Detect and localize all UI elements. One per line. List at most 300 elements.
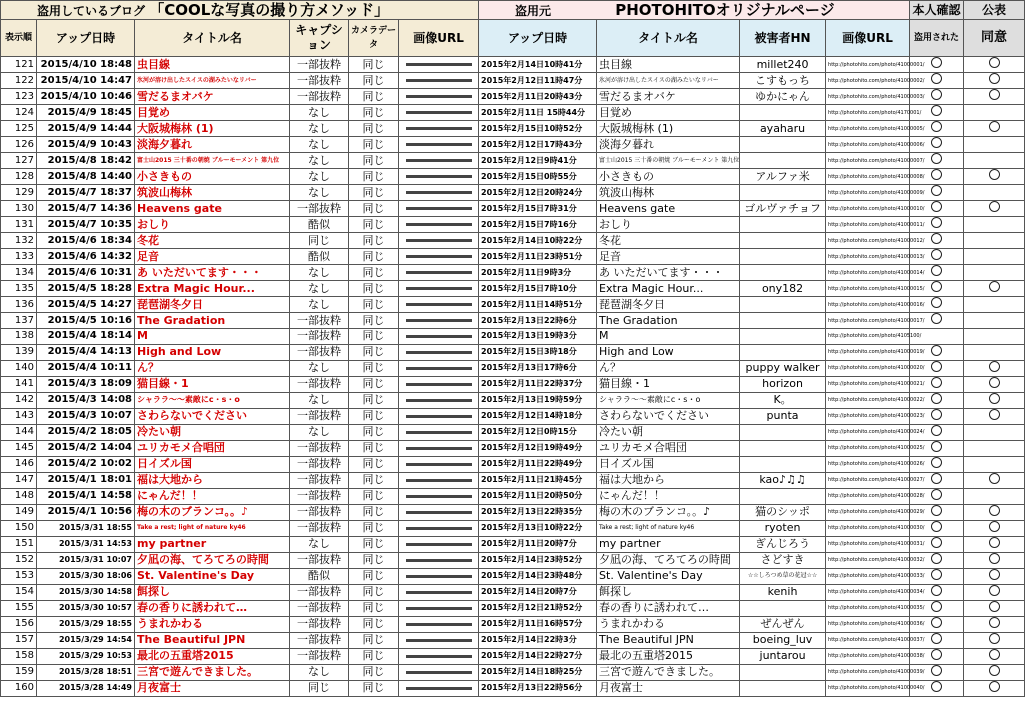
circle-mark-icon bbox=[989, 585, 1000, 596]
row-camera: 同じ bbox=[349, 680, 399, 696]
row-camera: 同じ bbox=[349, 313, 399, 329]
row-src-image-url[interactable]: http://photohito.com/photo/41000014/ bbox=[826, 265, 910, 281]
row-src-image-url[interactable]: http://photohito.com/photo/41000006/ bbox=[826, 137, 910, 153]
row-agree bbox=[964, 424, 1025, 440]
circle-mark-icon bbox=[931, 521, 942, 532]
row-agree bbox=[964, 520, 1025, 536]
row-camera: 同じ bbox=[349, 408, 399, 424]
row-caption: 一部抜粋 bbox=[290, 504, 349, 520]
row-src-title: High and Low bbox=[597, 344, 740, 360]
row-victim bbox=[740, 297, 826, 313]
row-agree bbox=[964, 488, 1025, 504]
row-src-image-url[interactable]: http://photohito.com/photo/41000015/ bbox=[826, 281, 910, 297]
row-camera: 同じ bbox=[349, 57, 399, 73]
row-image-url-redacted bbox=[399, 680, 479, 696]
row-caption: なし bbox=[290, 536, 349, 552]
row-caption: 一部抜粋 bbox=[290, 552, 349, 568]
row-image-url-redacted bbox=[399, 664, 479, 680]
row-src-up-date: 2015年2月13日10時22分 bbox=[479, 520, 597, 536]
row-victim bbox=[740, 600, 826, 616]
row-src-title: 富士山2015 三十番の朝焼 ブルーモーメント 第九位 bbox=[597, 153, 740, 169]
row-src-image-url[interactable]: http://photohito.com/photo/41000030/ bbox=[826, 520, 910, 536]
row-agree bbox=[964, 201, 1025, 217]
row-up-date: 2015/4/10 14:47 bbox=[37, 73, 135, 89]
row-index: 147 bbox=[1, 472, 37, 488]
row-image-url-redacted bbox=[399, 376, 479, 392]
col-up-date: アップ日時 bbox=[37, 20, 135, 57]
row-caption: 一部抜粋 bbox=[290, 73, 349, 89]
row-caption: 一部抜粋 bbox=[290, 201, 349, 217]
redaction-bar bbox=[406, 191, 472, 194]
circle-mark-icon bbox=[931, 249, 942, 260]
redaction-bar bbox=[406, 175, 472, 178]
row-src-image-url[interactable]: http://photohito.com/photo/41000023/ bbox=[826, 408, 910, 424]
row-src-up-date: 2015年2月14日23時52分 bbox=[479, 552, 597, 568]
row-src-image-url[interactable]: http://photohito.com/photo/41000034/ bbox=[826, 584, 910, 600]
redaction-bar bbox=[406, 223, 472, 226]
col-src-up-date: アップ日時 bbox=[479, 20, 597, 57]
row-victim: ryoten bbox=[740, 520, 826, 536]
row-image-url-redacted bbox=[399, 632, 479, 648]
row-image-url-redacted bbox=[399, 456, 479, 472]
row-image-url-redacted bbox=[399, 648, 479, 664]
row-src-up-date: 2015年2月14日18時25分 bbox=[479, 664, 597, 680]
row-image-url-redacted bbox=[399, 568, 479, 584]
redaction-bar bbox=[406, 431, 472, 434]
row-src-title: うまれかわる bbox=[597, 616, 740, 632]
circle-mark-icon bbox=[931, 89, 942, 100]
table-row bbox=[1, 281, 1025, 297]
row-src-up-date: 2015年2月11日22時37分 bbox=[479, 376, 597, 392]
circle-mark-icon bbox=[989, 121, 1000, 132]
row-src-title: 目覚め bbox=[597, 105, 740, 121]
row-image-url-redacted bbox=[399, 392, 479, 408]
row-victim: ony182 bbox=[740, 281, 826, 297]
row-agree bbox=[964, 600, 1025, 616]
row-src-image-url[interactable]: http://photohito.com/photo/41000036/ bbox=[826, 616, 910, 632]
row-image-url-redacted bbox=[399, 408, 479, 424]
row-src-title: 琵琶湖冬夕日 bbox=[597, 297, 740, 313]
row-title: Extra Magic Hour... bbox=[135, 281, 290, 297]
row-index: 141 bbox=[1, 376, 37, 392]
row-src-title: 春の香りに誘われて… bbox=[597, 600, 740, 616]
row-up-date: 2015/4/10 10:46 bbox=[37, 89, 135, 105]
row-agree bbox=[964, 169, 1025, 185]
row-camera: 同じ bbox=[349, 488, 399, 504]
redaction-bar bbox=[406, 207, 472, 210]
row-camera: 同じ bbox=[349, 504, 399, 520]
row-caption: 一部抜粋 bbox=[290, 456, 349, 472]
row-agree bbox=[964, 616, 1025, 632]
row-src-image-url[interactable]: http://photohito.com/photo/41000031/ bbox=[826, 536, 910, 552]
row-up-date: 2015/3/31 18:55 bbox=[37, 520, 135, 536]
circle-mark-icon bbox=[931, 57, 942, 68]
row-camera: 同じ bbox=[349, 440, 399, 456]
row-index: 123 bbox=[1, 89, 37, 105]
table-row bbox=[1, 217, 1025, 233]
row-src-image-url[interactable]: http://photohito.com/photo/41000025/ bbox=[826, 440, 910, 456]
row-src-title: Take a rest; light of nature ky46 bbox=[597, 520, 740, 536]
row-agree bbox=[964, 376, 1025, 392]
row-victim bbox=[740, 424, 826, 440]
row-src-image-url[interactable]: http://photohito.com/photo/41000020/ bbox=[826, 360, 910, 376]
source-label: 盗用元 bbox=[515, 3, 552, 18]
table-row bbox=[1, 600, 1025, 616]
table-row bbox=[1, 265, 1025, 281]
row-title: 足音 bbox=[135, 249, 290, 265]
row-caption: なし bbox=[290, 392, 349, 408]
row-victim bbox=[740, 456, 826, 472]
row-src-title: Extra Magic Hour... bbox=[597, 281, 740, 297]
row-src-title: 最北の五重塔2015 bbox=[597, 648, 740, 664]
row-agree bbox=[964, 584, 1025, 600]
circle-mark-icon bbox=[989, 393, 1000, 404]
table-row bbox=[1, 344, 1025, 360]
row-title: 三宮で遊んできました。 bbox=[135, 664, 290, 680]
row-title: 日イズル国 bbox=[135, 456, 290, 472]
row-agree bbox=[964, 360, 1025, 376]
row-index: 127 bbox=[1, 153, 37, 169]
row-caption: なし bbox=[290, 137, 349, 153]
blog-label: 盗用しているブログ bbox=[37, 3, 146, 18]
row-index: 152 bbox=[1, 552, 37, 568]
row-camera: 同じ bbox=[349, 664, 399, 680]
redaction-bar bbox=[406, 399, 472, 402]
row-src-title: ユリカモメ合唱団 bbox=[597, 440, 740, 456]
col-src-image-url: 画像URL bbox=[826, 20, 910, 57]
col-victim: 被害者HN bbox=[740, 20, 826, 57]
circle-mark-icon bbox=[931, 121, 942, 132]
row-victim: ぜんぜん bbox=[740, 616, 826, 632]
row-up-date: 2015/4/2 10:02 bbox=[37, 456, 135, 472]
row-up-date: 2015/3/29 14:54 bbox=[37, 632, 135, 648]
row-agree bbox=[964, 664, 1025, 680]
row-src-up-date: 2015年2月11日16時57分 bbox=[479, 616, 597, 632]
row-index: 131 bbox=[1, 217, 37, 233]
row-src-image-url[interactable]: http://photohito.com/photo/41000009/ bbox=[826, 185, 910, 201]
row-src-image-url[interactable]: http://photohito.com/photo/41000033/ bbox=[826, 568, 910, 584]
row-src-up-date: 2015年2月12日19時49分 bbox=[479, 440, 597, 456]
circle-mark-icon bbox=[989, 201, 1000, 212]
redaction-bar bbox=[406, 543, 472, 546]
circle-mark-icon bbox=[989, 665, 1000, 676]
row-caption: 一部抜粋 bbox=[290, 488, 349, 504]
circle-mark-icon bbox=[931, 313, 942, 324]
public-header: 公表 bbox=[964, 1, 1025, 20]
row-image-url-redacted bbox=[399, 488, 479, 504]
table-row bbox=[1, 57, 1025, 73]
row-up-date: 2015/4/1 10:56 bbox=[37, 504, 135, 520]
circle-mark-icon bbox=[931, 185, 942, 196]
row-src-title: 大阪城梅林 (1) bbox=[597, 121, 740, 137]
row-image-url-redacted bbox=[399, 233, 479, 249]
row-src-image-url[interactable]: http://photohito.com/photo/41000024/ bbox=[826, 424, 910, 440]
col-camera: カメラデータ bbox=[349, 20, 399, 57]
circle-mark-icon bbox=[931, 409, 942, 420]
circle-mark-icon bbox=[931, 649, 942, 660]
row-victim: ayaharu bbox=[740, 121, 826, 137]
row-agree bbox=[964, 504, 1025, 520]
row-src-image-url[interactable]: http://photohito.com/photo/41000013/ bbox=[826, 249, 910, 265]
row-src-image-url[interactable]: http://photohito.com/photo/41000011/ bbox=[826, 217, 910, 233]
row-camera: 同じ bbox=[349, 584, 399, 600]
redaction-bar bbox=[406, 271, 472, 274]
row-src-image-url[interactable]: http://photohito.com/photo/4170001/ bbox=[826, 105, 910, 121]
table-row bbox=[1, 664, 1025, 680]
row-title: 氷河が溶け出したスイスの湖みたいなリバー bbox=[135, 73, 290, 89]
row-up-date: 2015/4/2 14:04 bbox=[37, 440, 135, 456]
row-agree bbox=[964, 568, 1025, 584]
row-title: Heavens gate bbox=[135, 201, 290, 217]
row-image-url-redacted bbox=[399, 217, 479, 233]
table-row bbox=[1, 616, 1025, 632]
row-src-image-url[interactable]: http://photohito.com/photo/41000002/ bbox=[826, 73, 910, 89]
row-camera: 同じ bbox=[349, 297, 399, 313]
row-caption: 一部抜粋 bbox=[290, 89, 349, 105]
circle-mark-icon bbox=[931, 217, 942, 228]
row-src-image-url[interactable]: http://photohito.com/photo/41000010/ bbox=[826, 201, 910, 217]
row-index: 155 bbox=[1, 600, 37, 616]
row-src-image-url[interactable]: http://photohito.com/photo/41000027/ bbox=[826, 472, 910, 488]
row-src-title: 小さきもの bbox=[597, 169, 740, 185]
row-victim: kenih bbox=[740, 584, 826, 600]
row-title: The Gradation bbox=[135, 313, 290, 329]
row-up-date: 2015/4/7 10:35 bbox=[37, 217, 135, 233]
row-camera: 同じ bbox=[349, 89, 399, 105]
row-up-date: 2015/4/1 14:58 bbox=[37, 488, 135, 504]
col-agree: 同意 bbox=[964, 20, 1025, 57]
row-src-image-url[interactable]: http://photohito.com/photo/41000037/ bbox=[826, 632, 910, 648]
row-camera: 同じ bbox=[349, 121, 399, 137]
row-agree bbox=[964, 265, 1025, 281]
circle-mark-icon bbox=[931, 601, 942, 612]
circle-mark-icon bbox=[931, 617, 942, 628]
row-src-up-date: 2015年2月11日20時50分 bbox=[479, 488, 597, 504]
row-src-image-url[interactable]: http://photohito.com/photo/41000001/ bbox=[826, 57, 910, 73]
row-up-date: 2015/4/6 18:34 bbox=[37, 233, 135, 249]
row-agree bbox=[964, 552, 1025, 568]
row-camera: 同じ bbox=[349, 632, 399, 648]
row-up-date: 2015/4/5 14:27 bbox=[37, 297, 135, 313]
circle-mark-icon bbox=[931, 105, 942, 116]
row-camera: 同じ bbox=[349, 137, 399, 153]
row-caption: 一部抜粋 bbox=[290, 600, 349, 616]
redaction-bar bbox=[406, 559, 472, 562]
row-caption: 一部抜粋 bbox=[290, 616, 349, 632]
row-src-title: 日イズル国 bbox=[597, 456, 740, 472]
row-src-up-date: 2015年2月11日14時51分 bbox=[479, 297, 597, 313]
circle-mark-icon bbox=[989, 553, 1000, 564]
row-src-image-url[interactable]: http://photohito.com/photo/41000005/ bbox=[826, 121, 910, 137]
row-up-date: 2015/4/6 10:31 bbox=[37, 265, 135, 281]
row-src-title: 雪だるまオバケ bbox=[597, 89, 740, 105]
row-src-image-url[interactable]: http://photohito.com/photo/4105100/ bbox=[826, 329, 910, 345]
redaction-bar bbox=[406, 159, 472, 162]
row-src-image-url[interactable]: http://photohito.com/photo/41000016/ bbox=[826, 297, 910, 313]
row-caption: 一部抜粋 bbox=[290, 57, 349, 73]
circle-mark-icon bbox=[989, 281, 1000, 292]
redaction-bar bbox=[406, 479, 472, 482]
row-src-image-url[interactable]: http://photohito.com/photo/41000007/ bbox=[826, 153, 910, 169]
row-index: 156 bbox=[1, 616, 37, 632]
row-title: 虫目線 bbox=[135, 57, 290, 73]
row-victim: ゴルヴァチョフ bbox=[740, 201, 826, 217]
row-caption: 一部抜粋 bbox=[290, 408, 349, 424]
row-index: 125 bbox=[1, 121, 37, 137]
row-caption: なし bbox=[290, 153, 349, 169]
row-caption: なし bbox=[290, 424, 349, 440]
blog-header bbox=[1, 1, 479, 20]
row-src-image-url[interactable]: http://photohito.com/photo/41000019/ bbox=[826, 344, 910, 360]
row-src-image-url[interactable]: http://photohito.com/photo/41000012/ bbox=[826, 233, 910, 249]
row-up-date: 2015/4/3 10:07 bbox=[37, 408, 135, 424]
row-src-image-url[interactable]: http://photohito.com/photo/41000040/ bbox=[826, 680, 910, 696]
table-row bbox=[1, 313, 1025, 329]
circle-mark-icon bbox=[931, 537, 942, 548]
row-src-image-url[interactable]: http://photohito.com/photo/41000021/ bbox=[826, 376, 910, 392]
row-image-url-redacted bbox=[399, 73, 479, 89]
row-image-url-redacted bbox=[399, 440, 479, 456]
circle-mark-icon bbox=[931, 377, 942, 388]
row-victim: juntarou bbox=[740, 648, 826, 664]
circle-mark-icon bbox=[989, 473, 1000, 484]
row-src-up-date: 2015年2月13日22時6分 bbox=[479, 313, 597, 329]
row-title: 富士山2015 三十番の朝焼 ブルーモーメント 第九位 bbox=[135, 153, 290, 169]
circle-mark-icon bbox=[931, 233, 942, 244]
redaction-bar bbox=[406, 687, 472, 690]
redaction-bar bbox=[406, 639, 472, 642]
circle-mark-icon bbox=[931, 681, 942, 692]
redaction-bar bbox=[406, 319, 472, 322]
row-index: 129 bbox=[1, 185, 37, 201]
row-up-date: 2015/4/5 18:28 bbox=[37, 281, 135, 297]
row-camera: 同じ bbox=[349, 424, 399, 440]
table-row bbox=[1, 392, 1025, 408]
row-src-up-date: 2015年2月15日3時18分 bbox=[479, 344, 597, 360]
redaction-bar bbox=[406, 511, 472, 514]
row-agree bbox=[964, 408, 1025, 424]
row-src-image-url[interactable]: http://photohito.com/photo/41000035/ bbox=[826, 600, 910, 616]
circle-mark-icon bbox=[989, 649, 1000, 660]
row-up-date: 2015/4/1 18:01 bbox=[37, 472, 135, 488]
row-up-date: 2015/4/8 14:40 bbox=[37, 169, 135, 185]
row-image-url-redacted bbox=[399, 153, 479, 169]
table-row bbox=[1, 89, 1025, 105]
circle-mark-icon bbox=[931, 153, 942, 164]
row-caption: 一部抜粋 bbox=[290, 440, 349, 456]
row-src-up-date: 2015年2月11日9時3分 bbox=[479, 265, 597, 281]
row-caption: 一部抜粋 bbox=[290, 344, 349, 360]
row-src-image-url[interactable]: http://photohito.com/photo/41000029/ bbox=[826, 504, 910, 520]
row-index: 136 bbox=[1, 297, 37, 313]
circle-mark-icon bbox=[931, 281, 942, 292]
row-victim: boeing_luv bbox=[740, 632, 826, 648]
row-image-url-redacted bbox=[399, 185, 479, 201]
row-agree bbox=[964, 105, 1025, 121]
row-src-image-url[interactable]: http://photohito.com/photo/41000022/ bbox=[826, 392, 910, 408]
row-index: 148 bbox=[1, 488, 37, 504]
row-src-title: にゃんだ！！ bbox=[597, 488, 740, 504]
circle-mark-icon bbox=[989, 409, 1000, 420]
row-src-image-url[interactable]: http://photohito.com/photo/41000026/ bbox=[826, 456, 910, 472]
table-row bbox=[1, 169, 1025, 185]
row-camera: 同じ bbox=[349, 265, 399, 281]
row-image-url-redacted bbox=[399, 313, 479, 329]
circle-mark-icon bbox=[989, 73, 1000, 84]
table-row bbox=[1, 185, 1025, 201]
row-up-date: 2015/4/9 18:45 bbox=[37, 105, 135, 121]
row-caption: なし bbox=[290, 297, 349, 313]
source-title: PHOTOHITOオリジナルページ bbox=[615, 0, 835, 19]
row-src-up-date: 2015年2月12日14時18分 bbox=[479, 408, 597, 424]
row-victim: ぎんじろう bbox=[740, 536, 826, 552]
row-title: 餌探し bbox=[135, 584, 290, 600]
redaction-bar bbox=[406, 655, 472, 658]
row-src-image-url[interactable]: http://photohito.com/photo/41000017/ bbox=[826, 313, 910, 329]
row-victim bbox=[740, 105, 826, 121]
row-image-url-redacted bbox=[399, 169, 479, 185]
row-victim: 猫のシッポ bbox=[740, 504, 826, 520]
row-caption: 酷似 bbox=[290, 217, 349, 233]
row-title: The Beautiful JPN bbox=[135, 632, 290, 648]
row-victim: ☆☆しろつめ草の花冠☆☆ bbox=[740, 568, 826, 584]
redaction-bar bbox=[406, 495, 472, 498]
row-camera: 同じ bbox=[349, 568, 399, 584]
row-title: 梅の木のブランコ。。♪ bbox=[135, 504, 290, 520]
row-src-up-date: 2015年2月11日20時7分 bbox=[479, 536, 597, 552]
row-src-image-url[interactable]: http://photohito.com/photo/41000008/ bbox=[826, 169, 910, 185]
row-src-title: おしり bbox=[597, 217, 740, 233]
row-title: St. Valentine's Day bbox=[135, 568, 290, 584]
row-title: ん？ bbox=[135, 360, 290, 376]
row-src-image-url[interactable]: http://photohito.com/photo/41000032/ bbox=[826, 552, 910, 568]
row-src-image-url[interactable]: http://photohito.com/photo/41000003/ bbox=[826, 89, 910, 105]
table-row bbox=[1, 440, 1025, 456]
row-camera: 同じ bbox=[349, 600, 399, 616]
row-src-image-url[interactable]: http://photohito.com/photo/41000028/ bbox=[826, 488, 910, 504]
table-row bbox=[1, 472, 1025, 488]
redaction-bar bbox=[406, 575, 472, 578]
row-title: にゃんだ！！ bbox=[135, 488, 290, 504]
redaction-bar bbox=[406, 335, 472, 338]
row-agree bbox=[964, 313, 1025, 329]
circle-mark-icon bbox=[989, 89, 1000, 100]
row-camera: 同じ bbox=[349, 281, 399, 297]
row-src-title: Heavens gate bbox=[597, 201, 740, 217]
row-index: 135 bbox=[1, 281, 37, 297]
row-up-date: 2015/4/7 18:37 bbox=[37, 185, 135, 201]
row-agree bbox=[964, 137, 1025, 153]
row-image-url-redacted bbox=[399, 552, 479, 568]
circle-mark-icon bbox=[931, 73, 942, 84]
row-title: ユリカモメ合唱団 bbox=[135, 440, 290, 456]
circle-mark-icon bbox=[989, 377, 1000, 388]
row-victim bbox=[740, 249, 826, 265]
row-index: 157 bbox=[1, 632, 37, 648]
row-src-image-url[interactable]: http://photohito.com/photo/41000038/ bbox=[826, 648, 910, 664]
circle-mark-icon bbox=[931, 137, 942, 148]
row-camera: 同じ bbox=[349, 392, 399, 408]
row-agree bbox=[964, 440, 1025, 456]
row-src-image-url[interactable]: http://photohito.com/photo/41000039/ bbox=[826, 664, 910, 680]
row-camera: 同じ bbox=[349, 233, 399, 249]
row-up-date: 2015/4/3 14:08 bbox=[37, 392, 135, 408]
col-stolen: 盗用された bbox=[910, 20, 964, 57]
row-src-up-date: 2015年2月15日7時31分 bbox=[479, 201, 597, 217]
circle-mark-icon bbox=[931, 169, 942, 180]
circle-mark-icon bbox=[989, 617, 1000, 628]
row-title: my partner bbox=[135, 536, 290, 552]
